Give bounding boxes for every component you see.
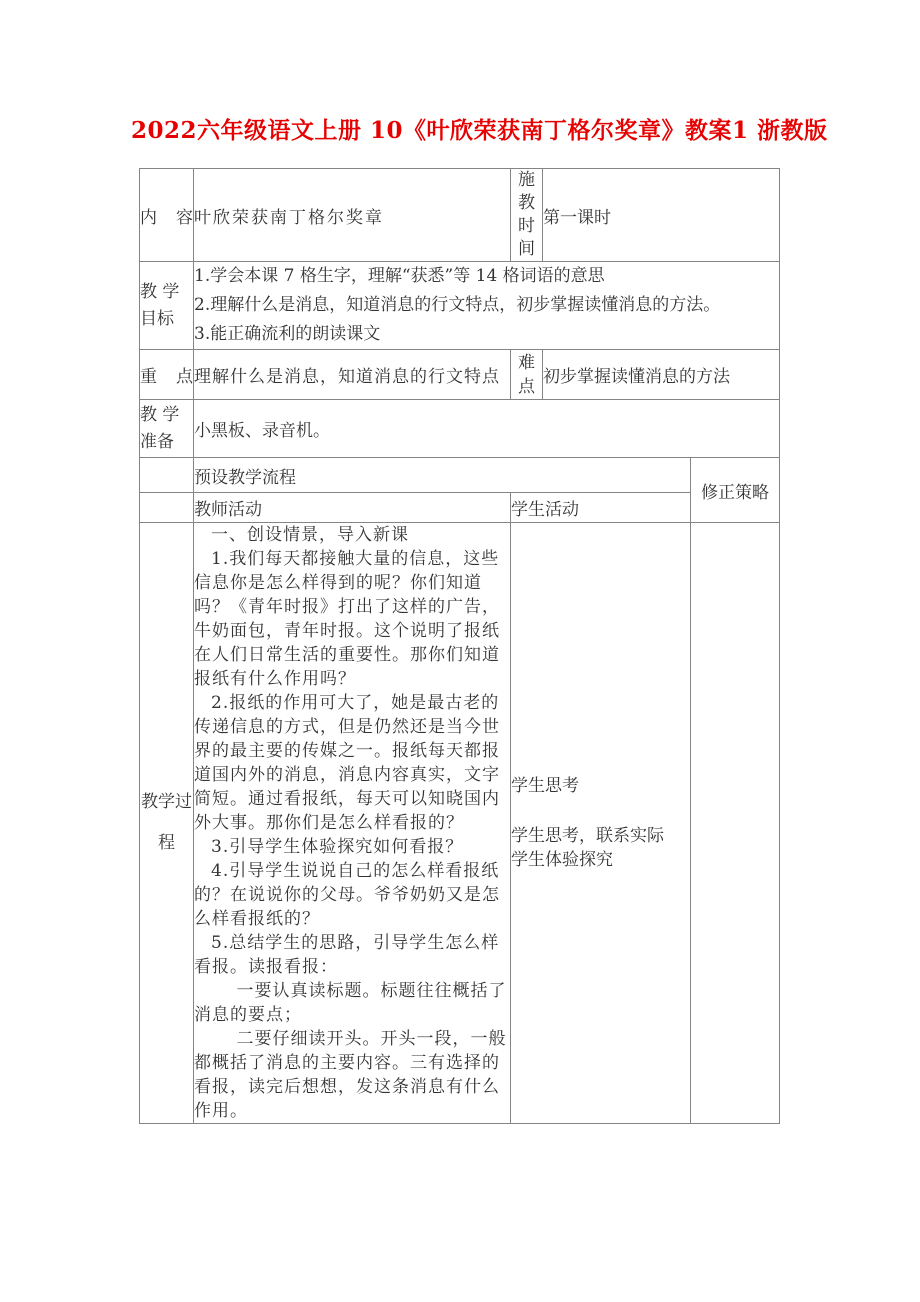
- keypoint-row: [140, 350, 780, 400]
- empty-cell: [140, 493, 194, 523]
- student-activity-header-cell: 学生活动: [511, 493, 691, 523]
- content-label-cell: 内容: [140, 169, 194, 262]
- teacher-paragraph: 二要仔细读开头。开头一段，一般都概括了消息的主要内容。三有选择的看报，读完后想想，发这条消息有什么作用。: [194, 1029, 507, 1121]
- teacher-paragraph: 4.引导学生说说自己的怎么样看报纸的？在说说你的父母。爷爷奶奶又是怎么样看报纸的？: [194, 861, 500, 929]
- keypoint-value-cell: 理解什么是消息，知道消息的行文特点: [194, 350, 511, 400]
- teaching-time-value-cell: 第一课时: [543, 169, 780, 262]
- goals-label-cell: [140, 262, 194, 350]
- goal-item: 3.能正确流利的朗读课文: [194, 324, 381, 344]
- process-row: [140, 523, 780, 1124]
- difficulty-label-cell: 难点: [511, 350, 543, 400]
- prep-label-line2: 准备: [140, 431, 174, 452]
- goal-item: 2.理解什么是消息，知道消息的行文特点，初步掌握读懂消息的方法。: [194, 295, 721, 315]
- teacher-activity-cell: [194, 523, 511, 1124]
- student-line: 学生体验探究: [511, 850, 613, 870]
- flow-header-cell: 预设教学流程: [194, 458, 691, 493]
- difficulty-value-cell: 初步掌握读懂消息的方法: [543, 350, 780, 400]
- teaching-time-label-cell: 施教时间: [511, 169, 543, 262]
- student-line: 学生思考: [511, 776, 579, 796]
- student-activity-cell: [511, 523, 691, 1124]
- teacher-activity-header-cell: 教师活动: [194, 493, 511, 523]
- student-gap: [511, 798, 690, 824]
- content-value-cell: 叶欣荣获南丁格尔奖章: [194, 169, 511, 262]
- flow-header-row: [140, 458, 780, 493]
- goals-row: [140, 262, 780, 350]
- prep-value-cell: 小黑板、录音机。: [194, 400, 780, 458]
- prep-label-cell: [140, 400, 194, 458]
- revision-strategy-cell: 修正策略: [691, 458, 780, 523]
- document-title: 2022六年级语文上册 10《叶欣荣获南丁格尔奖章》教案1 浙教版: [131, 117, 828, 144]
- prep-label-line1: 教 学: [140, 404, 180, 425]
- teacher-paragraph: 3.引导学生体验探究如何看报？: [211, 837, 464, 857]
- teacher-paragraph: 一、创设情景，导入新课: [211, 525, 409, 545]
- goal-item: 1.学会本课 7 格生字，理解“获悉”等 14 格词语的意思: [194, 266, 605, 286]
- keypoint-label-cell: 重点: [140, 350, 194, 400]
- prep-row: [140, 400, 780, 458]
- content-row: [140, 169, 780, 262]
- lesson-plan-table: [139, 168, 780, 1124]
- goals-value-cell: [194, 262, 780, 350]
- goals-label-line1: 教 学: [140, 281, 180, 302]
- teacher-paragraph: 5.总结学生的思路，引导学生怎么样看报。读报看报：: [194, 933, 500, 977]
- teacher-paragraph: 2.报纸的作用可大了，她是最古老的传递信息的方式，但是仍然还是当今世界的最主要的传媒之一。报纸每天都报道国内外的消息，消息内容真实，文字简短。通过看报纸，每天可以知晓国内外大事。那你们是怎么样看报的？: [194, 693, 500, 833]
- activity-header-row: [140, 493, 780, 523]
- process-label-cell: 教学过程: [140, 523, 194, 1124]
- teacher-paragraph: 一要认真读标题。标题往往概括了消息的要点；: [194, 981, 507, 1025]
- goals-label-line2: 目标: [140, 308, 174, 329]
- empty-cell: [140, 458, 194, 493]
- revision-strategy-empty-cell: [691, 523, 780, 1124]
- student-line: 学生思考，联系实际: [511, 826, 664, 846]
- teacher-paragraph: 1.我们每天都接触大量的信息，这些信息你是怎么样得到的呢？你们知道吗？《青年时报》打出了这样的广告，牛奶面包，青年时报。这个说明了报纸在人们日常生活的重要性。那你们知道报纸有什么作用吗？: [194, 549, 500, 689]
